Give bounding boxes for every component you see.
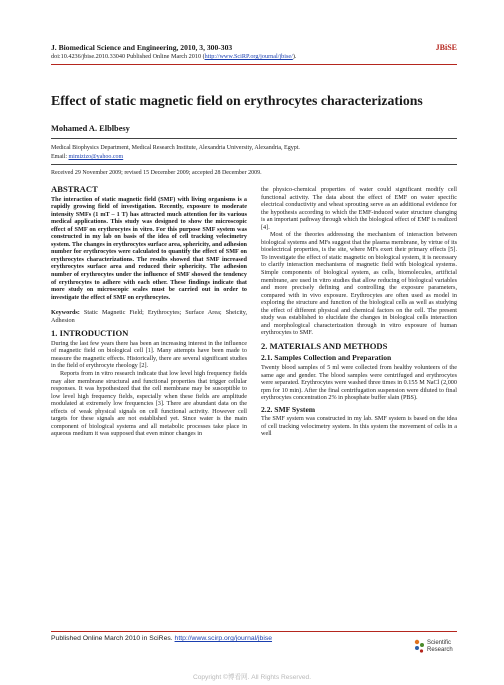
intro-paragraph-2: Reports from in vitro research indicate that low level high frequency fields may alter membrane structural and functional properties that trigger cellular responses. It was hypothesized that the cell membrane may be susceptible to low level high frequency fields, especially when these fields are amplitude modulated at extremely low frequencies [3]. There are abundant data on the effects of weak physical signals on cell functional activity. However cell targets for these signals are not established yet. Since water is the main component of biological systems and all metabolic processes take place in aqueous medium it was supposed that even minor changes in <box>51 370 247 438</box>
author-name: Mohamed A. Elblbesy <box>51 124 130 133</box>
samples-heading: 2.1. Samples Collection and Preparation <box>261 353 392 363</box>
introduction-heading: 1. INTRODUCTION <box>51 328 129 339</box>
intro-paragraph-1: During the last few years there has been an increasing interest in the influence of magnetic field on biological cell [1]. Many attempts have been made to measure the magnetic effects. Historically, there are several significant studies in the field of erythrocyte rheology [2]. <box>51 339 247 370</box>
footer-divider <box>51 631 457 632</box>
scientific-research-logo-icon <box>412 637 426 655</box>
abstract-text: The interaction of static magnetic field (SMF) with living organisms is a rapidly growing field of investigation. Recently, exposure to moderate intensity SMFs (1 mT – 1 T) has attracted much attention for its various medical applications. This study was designed to show the microscopic effect of SMF on erythrocytes in vitro. For this purpose SMF system was constructed in my lab on basis of the idea of cell tracking velocimetry system. The changes in erythrocytes surface area, sphericity, and adhesion number for erythrocytes were calculated to quantify the effect of SMF on erythrocytes characterizations. The results showed that SMF increased erythrocytes surface area and reduced their sphericity. The adhesion number of erythrocytes under the influence of SMF showed the tendency of erythrocytes to adhere with each other. These findings indicate that more study on microscopic scales must be carried out in order to investigate the effect of SMF on erythrocytes. <box>51 195 247 301</box>
footer-label: Published Online March 2010 in SciRes. <box>51 635 175 642</box>
samples-paragraph: Twenty blood samples of 5 ml were collected from healthy volunteers of the same age and gender. The blood samples were centrifuged and erythrocytes were separated. Erythrocytes were washed three times in 0.155 M NaCl (2,000 rpm for 10 min). After the final centrifugation suspension were diluted to final erythrocytes concentration 2% in phosphate buffer slain (PBS). <box>261 364 457 402</box>
journal-link[interactable]: http://www.SciRP.org/journal/jbise/ <box>204 53 293 60</box>
footer-text <box>51 635 272 642</box>
affiliation-divider <box>51 164 457 165</box>
keywords-list: Static Magnetic Field; Erythrocytes; Surface Area; Sheicity, Adhesion <box>51 309 247 324</box>
footer-link[interactable]: http://www.scirp.org/journal/jbise <box>174 635 273 642</box>
doi-suffix: ). <box>292 53 297 60</box>
right-column <box>261 186 457 438</box>
smf-system-paragraph: The SMF system was constructed in my lab. SMF system is based on the idea of cell tracking velocimetry system. In this system the movement of cells in a well <box>261 415 457 438</box>
article-title: Effect of static magnetic field on erythrocytes characterizations <box>51 93 423 108</box>
keywords <box>51 309 247 324</box>
logo-line-2: Research <box>427 647 453 653</box>
header-divider <box>51 64 457 65</box>
doi-line <box>51 53 296 60</box>
scientific-research-logo <box>412 637 458 661</box>
author-divider <box>51 138 457 139</box>
doi-prefix: doi:10.4236/jbise.2010.33040 Published Online March 2010 ( <box>51 53 205 60</box>
methods-heading: 2. MATERIALS AND METHODS <box>261 340 388 351</box>
jbise-logo-text: JBiSE <box>435 43 457 52</box>
journal-citation: J. Biomedical Science and Engineering, 2010, 3, 300-303 <box>51 43 233 52</box>
email-label: Email: <box>51 154 69 160</box>
smf-system-heading: 2.2. SMF System <box>261 404 316 414</box>
email-line <box>51 154 123 160</box>
email-link[interactable]: mimizizo@yahoo.com <box>68 154 124 160</box>
affiliation: Medical Biophysics Department, Medical Research Institute, Alexandria University, Alexandria, Egypt. <box>51 145 300 151</box>
copyright-watermark: Copyright ©博看网. All Rights Reserved. <box>192 674 312 681</box>
logo-wordmark <box>427 640 453 654</box>
logo-line-1: Scientific <box>427 640 452 646</box>
abstract-heading: ABSTRACT <box>51 184 98 194</box>
left-column <box>51 186 247 438</box>
intro-paragraph-4: Most of the theories addressing the mechanism of interaction between biological systems and MFs suggest that the plasma membrane, by virtue of its bioelectrical properties, is the site, where MFs exert their primary effects [5]. To investigate the effect of static magnetic on biological system, it is necessary to clarify interaction mechanisms of magnetic field with biological systems. Simple components of biological system, as cells, biomolecules, artificial membrane, are used in vitro studies that allow reducing of biological variables and more precisely defining and controlling the exposure parameters, compared with in vivo exposure. Erythrocytes are often used as model in exploring the structure and function of the biological cells as well as studying the effect of different physical and chemical factors on the cell. The present study was established to elucidate the changes in biological cells interaction and morphological characterization through in vitro exposure of human erythrocytes to SMF. <box>261 231 457 337</box>
received-dates: Received 29 November 2009; revised 15 December 2009; accepted 28 December 2009. <box>51 170 262 176</box>
keywords-label: Keywords: <box>51 309 80 317</box>
intro-paragraph-3: the physico-chemical properties of water could significant modify cell functional activity. The data about the effect of EMF on water specific electrical conductivity and wheat sprouting serve as an additional evidence for the hypothesis according to which the EMF-induced water structure changing is an important pathway through which the biological effect of EMF is realized [4]. <box>261 186 457 231</box>
